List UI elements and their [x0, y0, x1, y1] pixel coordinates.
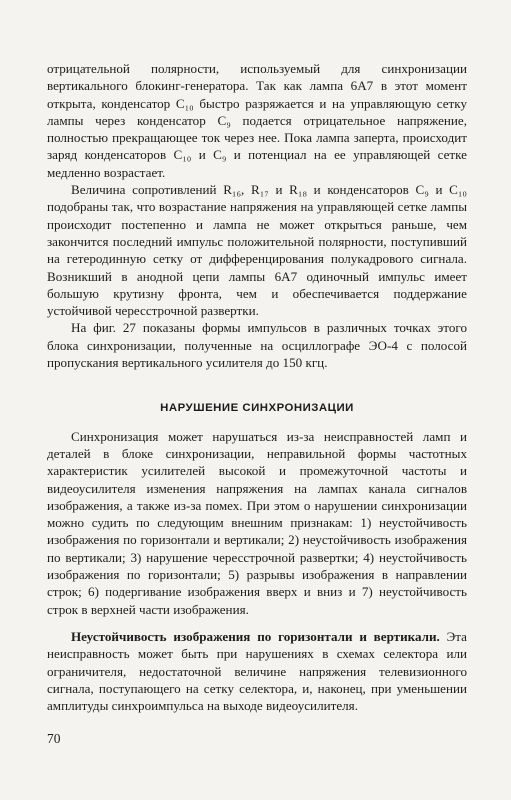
paragraph-figure-27: На фиг. 27 показаны формы импульсов в различных точках этого блока синхронизации, полученные на осциллографе ЭО-4 с полосой пропускания вертикального усилителя до 150 кгц.: [47, 320, 467, 371]
paragraph-instability: [47, 628, 467, 714]
subsection-title: Неустойчивость изображения по горизонтали и вертикали.: [71, 628, 440, 644]
section-heading: НАРУШЕНИЕ СИНХРОНИЗАЦИИ: [160, 402, 354, 415]
paragraph-continuation: отрицательной полярности, используемый для синхронизации вертикального блокинг-генератора. Так как лампа 6А7 в этот момент открыта, конденсатор C₁₀ быстро разряжается и на управляющую сетку лампы через конденсатор C₉ подается отрицательное напряжение, полностью прекращающее ток через нее. Пока лампа заперта, происходит заряд конденсаторов C₁₀ и C₉ и потенциал на ее управляющей сетке медленно возрастает.: [47, 61, 467, 180]
paragraph-sync-disruption: Синхронизация может нарушаться из-за неисправностей ламп и деталей в блоке синхронизации, неправильной формы частотных характеристик усилителей высокой и промежуточной частоты и видеоусилителя изменения напряжения на лампах канала сигналов изображения, а также из-за помех. При этом о нарушении синхронизации можно судить по следующим внешним признакам: 1) неустойчивость изображения по горизонтали и вертикали; 2) неустойчивость изображения по вертикали; 3) нарушение чересстрочной развертки; 4) неустойчивость изображения по горизонтали; 5) разрывы изображения в направлении строк; 6) подергивание изображения вверх и вниз и 7) неустойчивость строк в верхней части изображения.: [47, 428, 467, 617]
page-number: 70: [47, 731, 61, 746]
paragraph-resistors: Величина сопротивлений R₁₆, R₁₇ и R₁₈ и конденсаторов C₉ и C₁₀ подобраны так, что возрастание напряжения на управляющей сетке лампы происходит постепенно и лампа не может открыться раньше, чем закончится последний импульс положительной полярности, поступивший на гетеродинную сетку от дифференцирования полукадрового сигнала. Возникший в анодной цепи лампы 6А7 одиночный импульс имеет большую крутизну фронта, чем и обеспечивается поддержание устойчивой чересстрочной развертки.: [47, 182, 467, 319]
subsection-text: Эта неисправность может быть при нарушениях в схемах селектора или ограничителя, недостаточной величине напряжения телевизионного сигнала, поступающего на сетку селектора, и, наконец, при уменьшении амплитуды синхроимпульса на выходе видеоусилителя.: [47, 628, 467, 714]
page-body: [47, 60, 467, 714]
